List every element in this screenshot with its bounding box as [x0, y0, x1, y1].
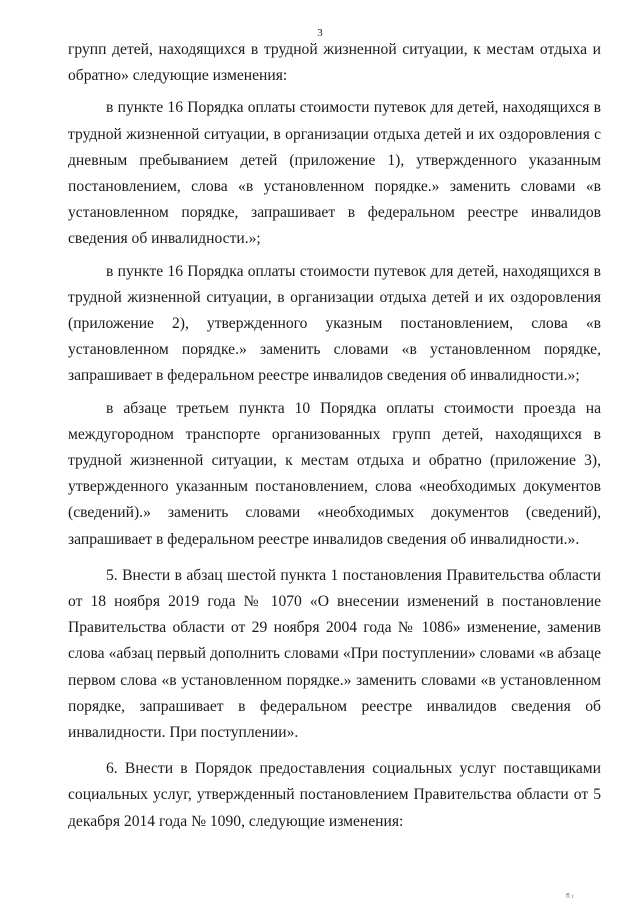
scan-mark: fl ı — [566, 893, 574, 900]
paragraph-item-6: 6. Внести в Порядок предоставления социальных услуг поставщиками социальных услуг, утвержденный постановлением Правительства области от 5 декабря 2014 года № 1090, следующие изменения: — [68, 760, 601, 830]
document-body — [68, 37, 601, 835]
page-number: 3 — [317, 27, 323, 39]
paragraph-amendment-16-app2: в пункте 16 Порядка оплаты стоимости путевок для детей, находящихся в трудной жизненной ситуации, в организации отдыха детей и их оздоровления (приложение 2), утвержденного указным постановлением, слова «в установленном порядке.» заменить словами «в установленном порядке, запрашивает в федеральном реестре инвалидов сведения об инвалидности.»; — [68, 262, 601, 385]
paragraph-amendment-16-app1: в пункте 16 Порядка оплаты стоимости путевок для детей, находящихся в трудной жизненной ситуации, в организации отдыха детей и их оздоровления с дневным пребыванием детей (приложение 1), утвержденного указанным постановлением, слова «в установленном порядке.» заменить словами «в установленном порядке, запрашивает в федеральном реестре инвалидов сведения об инвалидности.»; — [68, 99, 601, 248]
paragraph-continuation: групп детей, находящихся в трудной жизненной ситуации, к местам отдыха и обратно» следующие изменения: — [68, 41, 601, 85]
paragraph-amendment-10-app3: в абзаце третьем пункта 10 Порядка оплаты стоимости проезда на междугородном транспорте организованных групп детей, находящихся в трудной жизненной ситуации, к местам отдыха и обратно (приложение 3), утвержденного указанным постановлением, слова «необходимых документов (сведений).» заменить словами «необходимых документов (сведений), запрашивает в федеральном реестре инвалидов сведения об инвалидности.». — [68, 399, 601, 548]
paragraph-item-5: 5. Внести в абзац шестой пункта 1 постановления Правительства области от 18 ноября 2019 года № 1070 «О внесении изменений в постановление Правительства области от 29 ноября 2004 года № 1086» изменение, заменив слова «абзац первый дополнить словами «При поступлении» словами «в абзаце первом слова «в установленном порядке.» заменить словами «в установленном порядке, запрашивает в федеральном реестре инвалидов сведения об инвалидности. При поступлении». — [68, 566, 601, 742]
